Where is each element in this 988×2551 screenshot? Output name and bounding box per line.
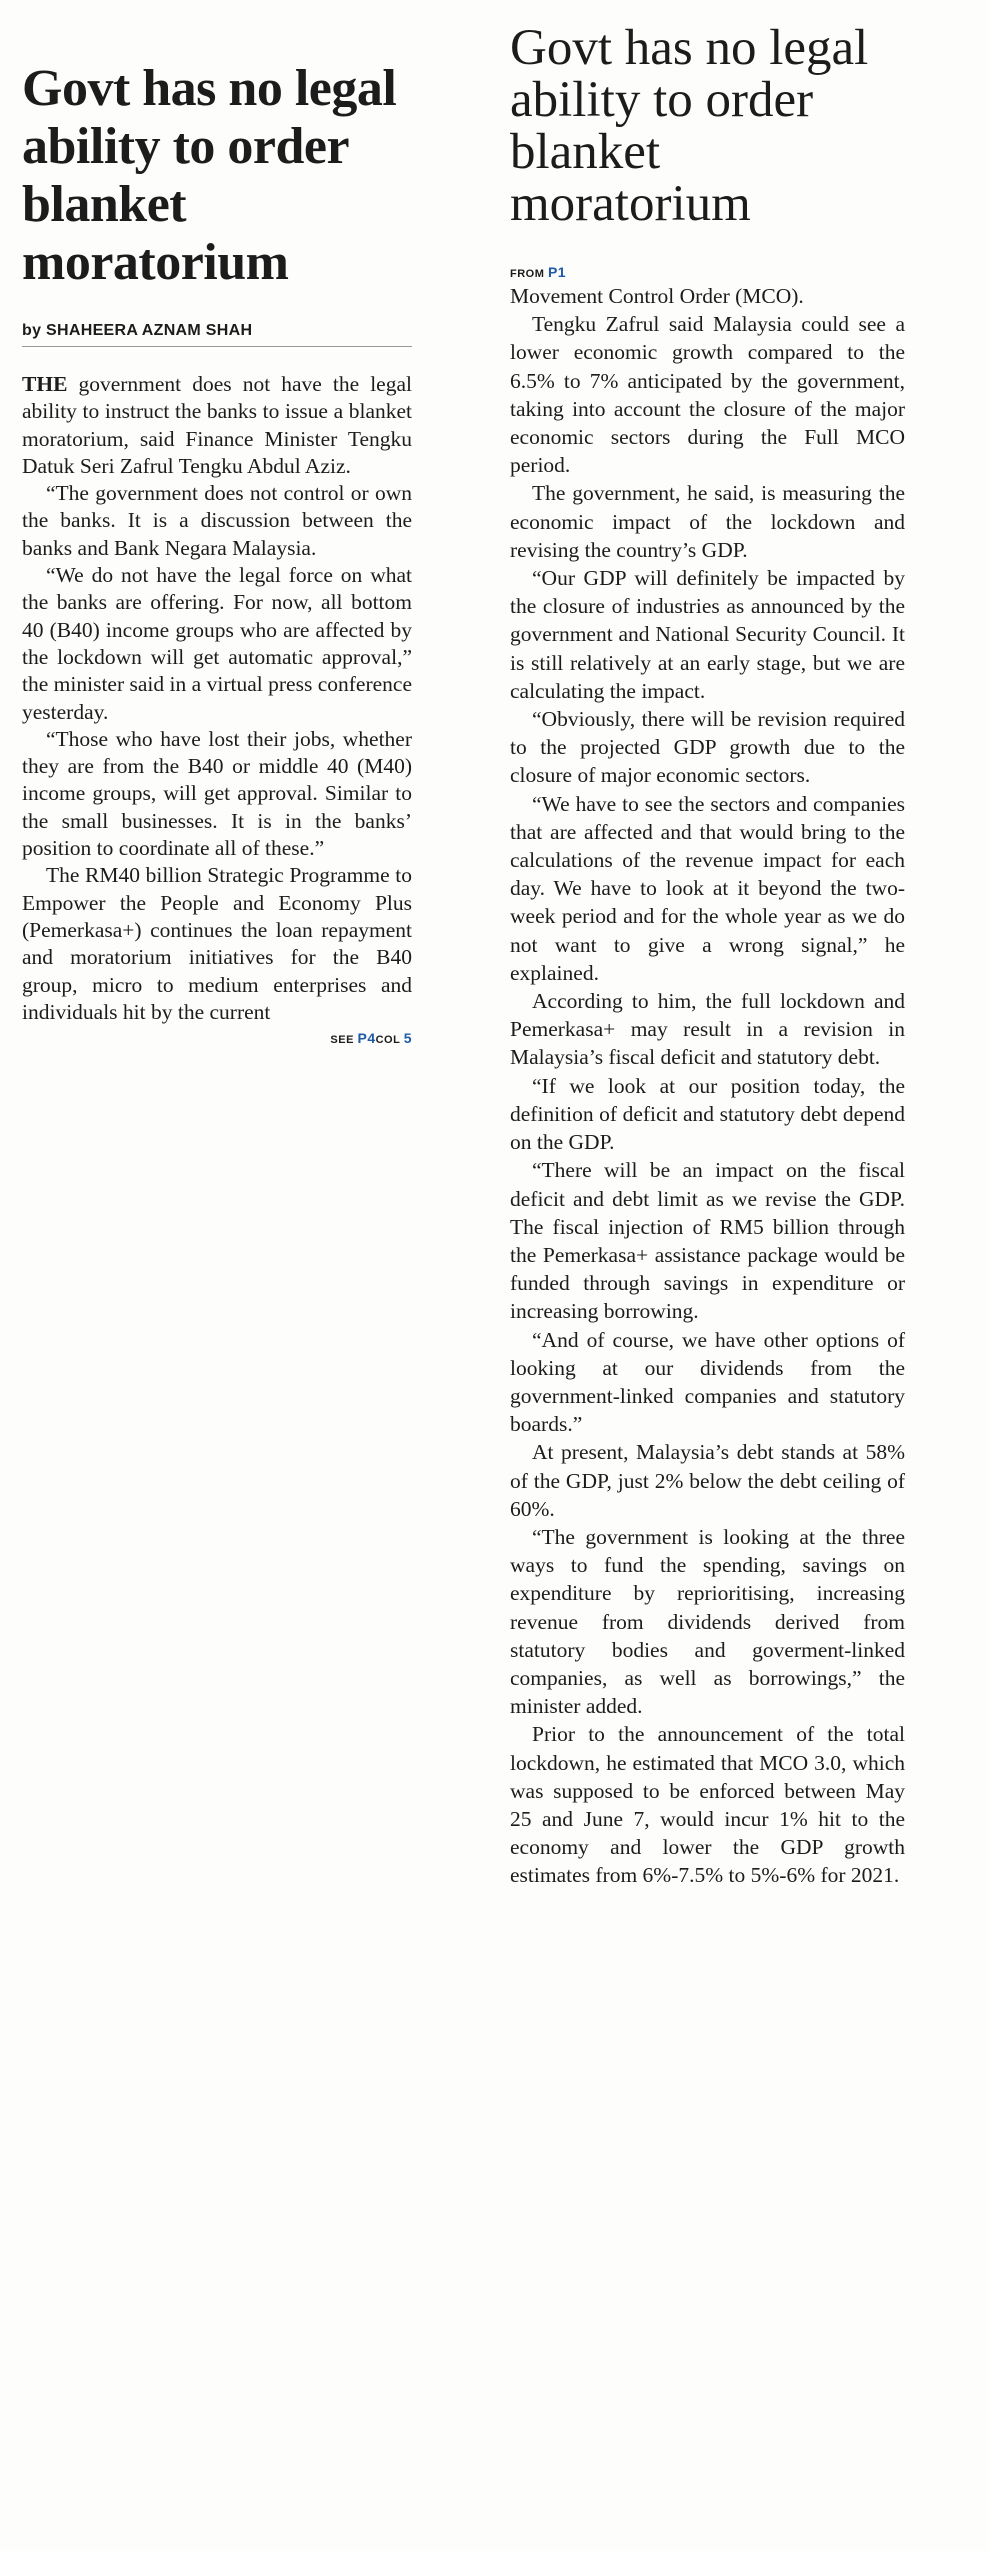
paragraph: “Our GDP will definitely be impacted by the closure of industries as announced by the government and National Security Council. It is still relatively at an early stage, but we are calculating the impact. xyxy=(510,566,905,703)
article-body-right xyxy=(510,282,905,1890)
paragraph: The government, he said, is measuring the economic impact of the lockdown and revising the country’s GDP. xyxy=(510,481,905,562)
byline-author: SHAHEERA AZNAM SHAH xyxy=(46,322,253,339)
paragraph: “We have to see the sectors and companies that are affected and that would bring to the calculations of the revenue impact for each day. We have to look at it beyond the two-week period and for the whole year as we do not want to give a wrong signal,” he explained. xyxy=(510,791,905,985)
jump-label: SEE xyxy=(330,1034,354,1047)
jump-col: 5 xyxy=(403,1030,412,1047)
lead-paragraph xyxy=(22,371,412,480)
from-reference xyxy=(510,264,905,280)
jump-col-label: COL xyxy=(375,1034,401,1047)
from-page: P1 xyxy=(547,264,567,280)
article-body-left xyxy=(22,371,412,1026)
paragraph: “Obviously, there will be revision required to the projected GDP growth due to the closure of major economic sectors. xyxy=(510,707,905,788)
right-article-column xyxy=(510,22,905,1890)
jump-page: P4 xyxy=(357,1030,376,1047)
lead-word: THE xyxy=(22,372,68,396)
paragraph: Prior to the announcement of the total lockdown, he estimated that MCO 3.0, which was supposed to be enforced between May 25 and June 7, would incur 1% hit to the economy and lower the GDP growth estimates from 6%-7.5% to 5%-6% for 2021. xyxy=(510,1722,905,1888)
paragraph: “And of course, we have other options of looking at our dividends from the government-linked companies and statutory boards.” xyxy=(510,1327,905,1437)
paragraph: “If we look at our position today, the definition of deficit and statutory debt depend on the GDP. xyxy=(510,1073,905,1155)
continuation-text: Movement Control Order (MCO). xyxy=(510,284,804,308)
paragraph: According to him, the full lockdown and Pemerkasa+ may result in a revision in Malaysia’s fiscal deficit and statutory debt. xyxy=(510,989,905,1070)
byline xyxy=(22,322,412,347)
paragraph: Tengku Zafrul said Malaysia could see a lower economic growth compared to the 6.5% to 7% anticipated by the government, taking into account the closure of the major economic sectors during the Full MCO period. xyxy=(510,312,905,478)
paragraph: The RM40 billion Strategic Programme to Empower the People and Economy Plus (Pemerkasa+) continues the loan repayment and moratorium initiatives for the B40 group, micro to medium enterprises and individuals hit by the current xyxy=(22,863,412,1024)
byline-prefix: by xyxy=(22,322,42,339)
paragraph: “There will be an impact on the fiscal deficit and debt limit as we revise the GDP. The fiscal injection of RM5 billion through the Pemerkasa+ assistance package would be funded through savings in expenditure or increasing borrowing. xyxy=(510,1158,905,1324)
continuation-headline: Govt has no legal ability to order blanket moratorium xyxy=(510,20,869,232)
paragraph: “Those who have lost their jobs, whether they are from the B40 or middle 40 (M40) income groups, will get approval. Similar to the small businesses. It is in the banks’ position to coordinate all of these.” xyxy=(22,726,412,861)
left-article-column xyxy=(22,60,412,1046)
paragraph: “The government does not control or own the banks. It is a discussion between the banks and Bank Negara Malaysia. xyxy=(22,481,412,560)
lead-paragraph-text: government does not have the legal ability to instruct the banks to issue a blanket moratorium, said Finance Minister Tengku Datuk Seri Zafrul Tengku Abdul Aziz. xyxy=(22,372,412,478)
paragraph: “The government is looking at the three ways to fund the spending, savings on expenditure by reprioritising, increasing revenue from dividends derived from statutory bodies and goverment-linked companies, as well as borrowings,” the minister added. xyxy=(510,1524,905,1719)
from-label: FROM xyxy=(510,268,545,280)
jump-reference xyxy=(22,1030,412,1046)
paragraph: “We do not have the legal force on what the banks are offering. For now, all bottom 40 (B40) income groups who are affected by the lockdown will get automatic approval,” the minister said in a virtual press conference yesterday. xyxy=(22,563,412,724)
article-headline: Govt has no legal ability to order blanket moratorium xyxy=(22,60,397,291)
paragraph: At present, Malaysia’s debt stands at 58% of the GDP, just 2% below the debt ceiling of 60%. xyxy=(510,1440,905,1521)
